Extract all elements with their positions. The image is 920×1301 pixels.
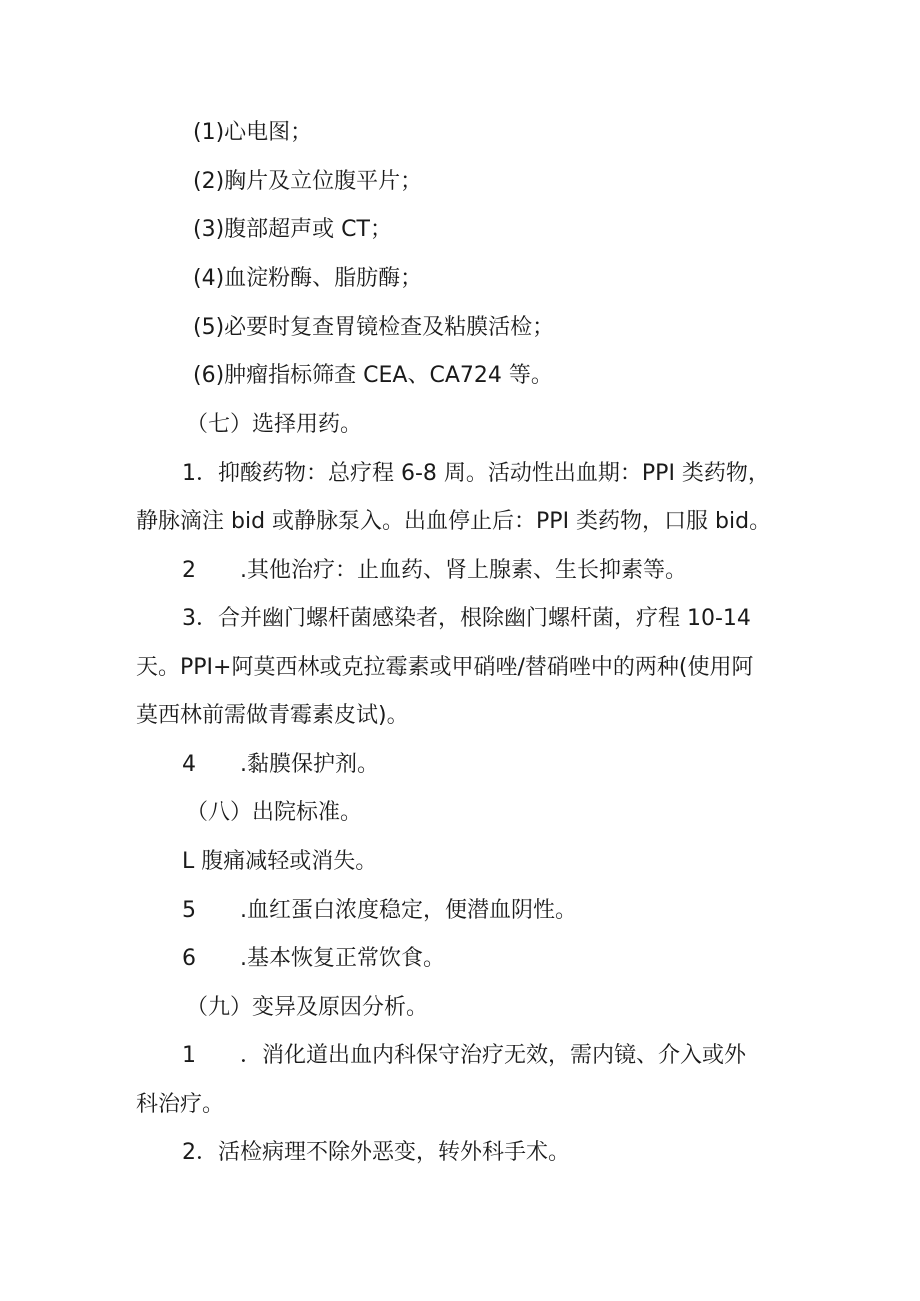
s7-item-4: [182, 750, 379, 780]
section-9-heading: （九）变异及原因分析。: [186, 995, 429, 1020]
item-number: 4: [182, 752, 196, 777]
exam-item-3: (3)腹部超声或 CT；: [193, 217, 392, 242]
item-text: .其他治疗：止血药、肾上腺素、生长抑素等。: [240, 558, 687, 583]
s9-item-2: 2．活检病理不除外恶变，转外科手术。: [182, 1140, 570, 1165]
item-number: 5: [182, 898, 196, 923]
section-7-heading: （七）选择用药。: [186, 412, 363, 437]
s8-item-5: [182, 896, 577, 926]
exam-item-5: (5)必要时复查胃镜检查及粘膜活检；: [193, 315, 555, 340]
item-text: .黏膜保护剂。: [240, 752, 379, 777]
s9-item-1-line-1: [182, 1041, 746, 1071]
s7-item-3-line-2: 天。PPI+阿莫西林或克拉霉素或甲硝唑/替硝唑中的两种(使用阿: [136, 655, 754, 680]
s9-item-1-line-2: 科治疗。: [136, 1092, 225, 1117]
item-text: ．消化道出血内科保守治疗无效，需内镜、介入或外: [240, 1043, 747, 1068]
s7-item-3-line-1: 3．合并幽门螺杆菌感染者，根除幽门螺杆菌，疗程 10-14: [182, 606, 751, 631]
s8-item-l: L 腹痛减轻或消失。: [182, 849, 378, 874]
s8-item-6: [182, 944, 445, 974]
s7-item-3-line-3: 莫西林前需做青霉素皮试)。: [136, 703, 409, 728]
item-number: 1: [182, 1043, 196, 1068]
s7-item-1-line-1: 1．抑酸药物：总疗程 6-8 周。活动性出血期：PPI 类药物，: [182, 461, 770, 486]
s7-item-2: [182, 556, 687, 586]
exam-item-1: (1)心电图；: [193, 120, 313, 145]
exam-item-4: (4)血淀粉酶、脂肪酶；: [193, 266, 423, 291]
exam-item-2: (2)胸片及立位腹平片；: [193, 169, 423, 194]
item-number: 2: [182, 558, 196, 583]
item-text: .血红蛋白浓度稳定，便潜血阴性。: [240, 898, 577, 923]
s7-item-1-line-2: 静脉滴注 bid 或静脉泵入。出血停止后：PPI 类药物，口服 bid。: [136, 509, 772, 534]
item-text: .基本恢复正常饮食。: [240, 946, 445, 971]
exam-item-6: (6)肿瘤指标筛查 CEA、CA724 等。: [193, 363, 553, 388]
item-number: 6: [182, 946, 196, 971]
section-8-heading: （八）出院标准。: [186, 800, 363, 825]
